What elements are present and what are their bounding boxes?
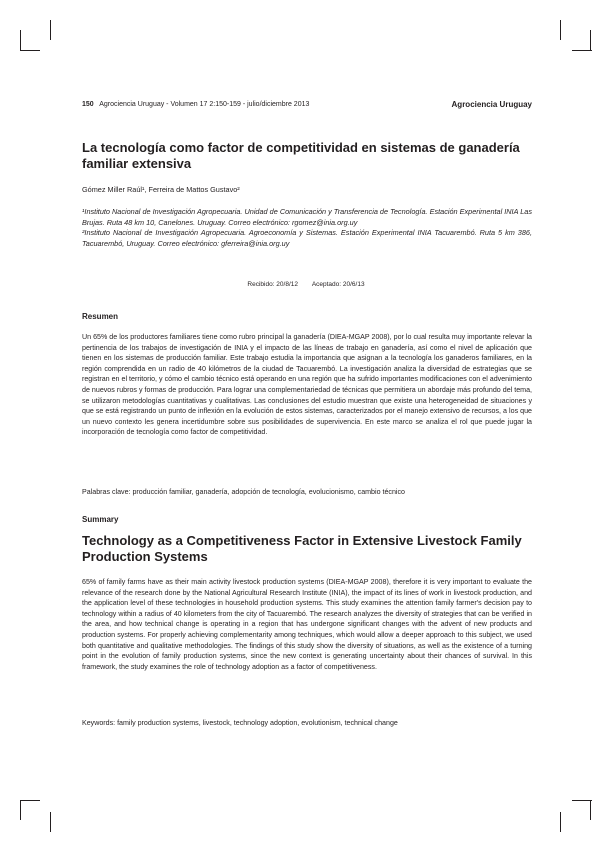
affiliation-2: ²Instituto Nacional de Investigación Agropecuaria. Agroeconomía y Sistemas. Estación Experimental INIA Tacuarembó. Ruta 5 km 386, Tacuarembó, Uruguay. Correo electrónico: gferreira@inia.org.uy xyxy=(82,228,532,248)
crop-mark xyxy=(20,800,40,801)
accepted-date: Aceptado: 20/6/13 xyxy=(311,281,365,288)
crop-mark xyxy=(20,800,21,820)
crop-mark xyxy=(572,50,592,51)
crop-mark xyxy=(50,812,51,832)
keywords-es: Palabras clave: producción familiar, ganadería, adopción de tecnología, evolucionismo, cambio técnico xyxy=(82,488,405,496)
affiliations xyxy=(82,207,532,249)
affiliation-1: ¹Instituto Nacional de Investigación Agropecuaria. Unidad de Comunicación y Transferencia de Tecnología. Estación Experimental INIA Las Brujas. Ruta 48 km 10, Canelones. Uruguay. Correo electrónico: rgomez@inia.org.uy xyxy=(82,207,532,227)
journal-name: Agrociencia Uruguay xyxy=(451,100,532,109)
dates xyxy=(0,281,612,288)
page-number: 150 xyxy=(82,101,94,108)
crop-mark xyxy=(590,30,591,50)
resumen-heading: Resumen xyxy=(82,312,119,321)
crop-mark xyxy=(20,30,21,50)
resumen-body: Un 65% de los productores familiares tiene como rubro principal la ganadería (DIEA-MGAP 2008), por lo cual resulta muy importante relevar la pertinencia de los trabajos de investigación de INIA y el impacto de las líneas de trabajo en ganadería, así como el nivel de aplicación que tienen en los sistemas de producción familiar. Este trabajo estudia la importancia que asignan a la tecnología los ganaderos familiares, en la región comprendida en un radio de 40 kilómetros de la ciudad de Tacuarembó. La investigación analiza la diversidad de estrategias que se registran en el territorio, y cómo el cambio técnico está operando en una región que ha sufrido importantes modificaciones con el advenimiento de nuevos rubros y formas de producción. Para lograr una complementariedad de técnicas que permitiera un abordaje más profundo del tema, se utilizaron metodologías cuantitativas y cualitativas. Las conclusiones del estudio muestran que existe una heterogeneidad de situaciones y que se está registrando un punto de inflexión en la evolución de estos sistemas, caracterizados por el manejo extensivo de recursos, a los que un nuevo contexto les genera incertidumbre sobre sus posibilidades de supervivencia. En este marco se analiza el rol que puede jugar la incorporación de tecnología como factor de competitividad. xyxy=(82,333,532,437)
crop-mark xyxy=(590,800,591,820)
keywords-en: Keywords: family production systems, livestock, technology adoption, evolutionism, technical change xyxy=(82,719,398,727)
crop-mark xyxy=(20,50,40,51)
summary-body: 65% of family farms have as their main activity livestock production systems (DIEA-MGAP 2008), therefore it is very important to evaluate the relevance of the research done by the National Agricultural Research Institute (INIA), the impact of its lines of work in livestock production, and the application level of these technologies in household production systems. This study examines the attention family farmer's decision pay to technology within a radius of 40 kilometers from the city of Tacuarembó. The research analyzes the diversity of strategies that can be verified in the area, and how technical change is operating in a region that has undergone significant changes with the advent of new products and production systems. For properly achieving complementarity among techniques, which would allow a deeper approach to this subject, we used both quantitative and qualitative methodologies. The findings of this study show the diversity of situations, as well as the existence of a turning point in the evolution of family production systems, since the new context is generating uncertainty about their chances of survival. In this framework, the study examines the role of technology adoption as a factor of competitiveness. xyxy=(82,578,532,671)
authors: Gómez Miller Raúl¹, Ferreira de Mattos Gustavo² xyxy=(82,185,240,194)
article-title-es: La tecnología como factor de competitividad en sistemas de ganadería familiar extensiva xyxy=(82,140,520,171)
summary-heading: Summary xyxy=(82,515,119,524)
crop-mark xyxy=(560,20,561,40)
crop-mark xyxy=(572,800,592,801)
running-head-text: Agrociencia Uruguay - Volumen 17 2:150-159 - julio/diciembre 2013 xyxy=(99,101,310,108)
article-title-en: Technology as a Competitiveness Factor in Extensive Livestock Family Production Systems xyxy=(82,533,522,564)
crop-mark xyxy=(560,812,561,832)
running-header xyxy=(82,101,532,108)
crop-mark xyxy=(50,20,51,40)
received-date: Recibido: 20/8/12 xyxy=(247,281,298,288)
